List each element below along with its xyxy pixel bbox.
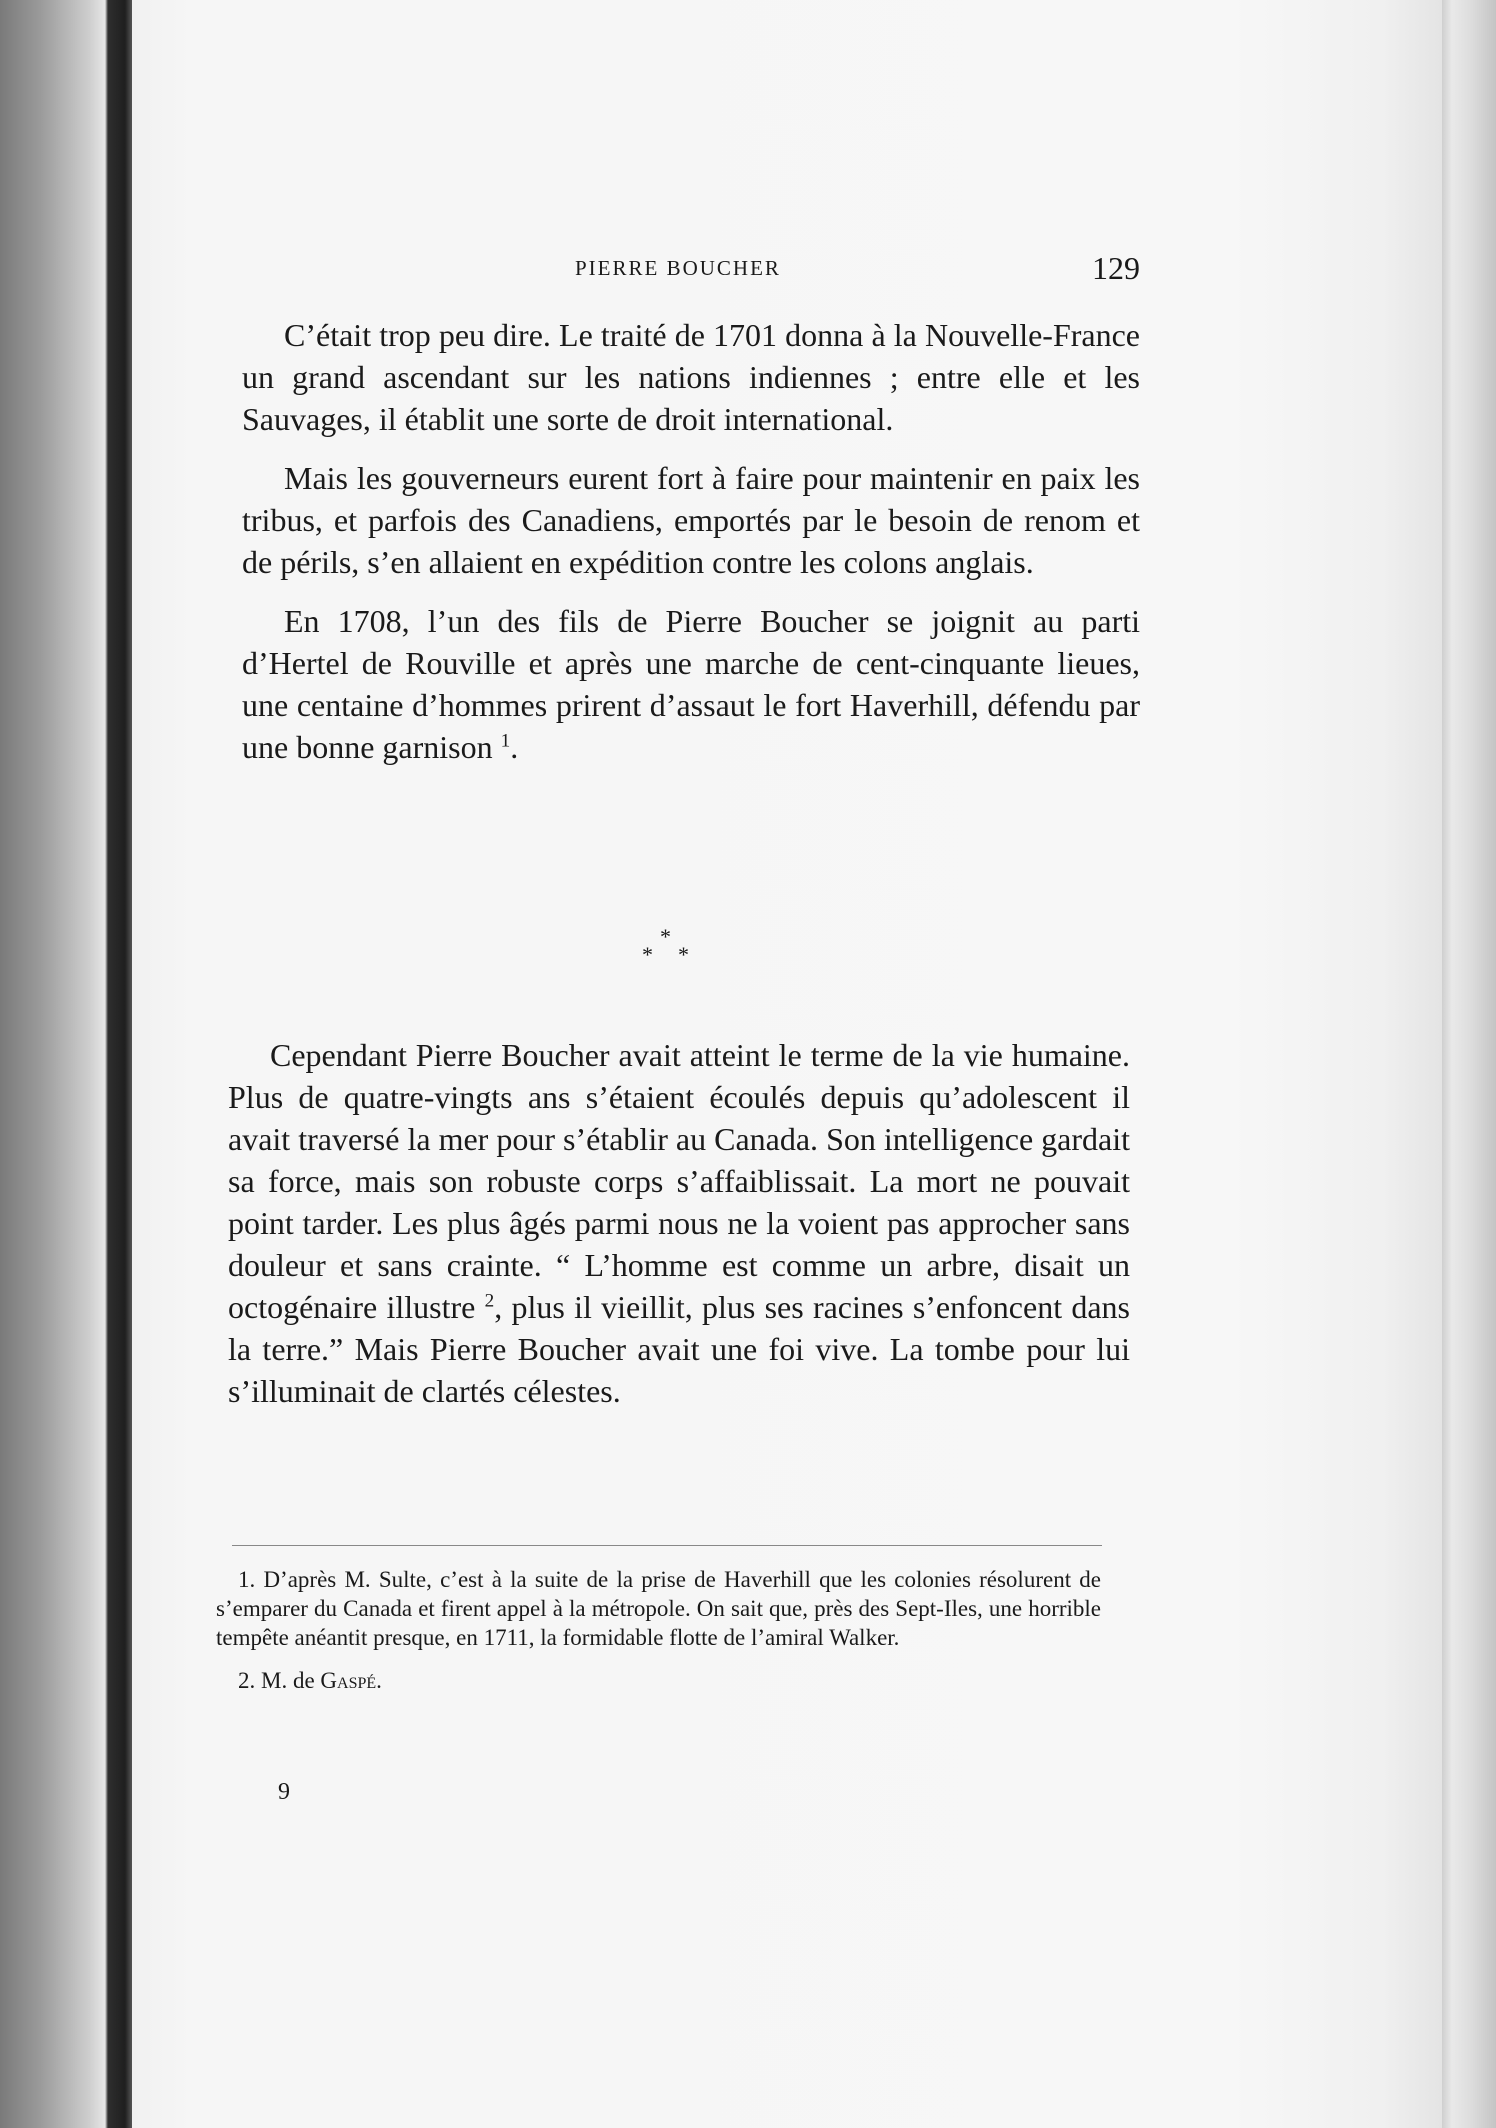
- paragraph-3: [242, 600, 1140, 768]
- asterism-star-right: *: [678, 942, 689, 967]
- book-gutter: [0, 0, 132, 2128]
- section-separator-asterism: [632, 924, 712, 984]
- paragraph-4-part1: Cependant Pierre Boucher avait atteint le terme de la vie humaine. Plus de quatre-vingts ans s’étaient écoulés depuis qu’adolescent il avait traversé la mer pour s’établir au Canada. Son intelligence gardait sa force, mais son robuste corps s’affaiblissait. La mort ne pouvait point tarder. Les plus âgés parmi nous ne la voient pas approcher sans douleur et sans crainte. “ L’homme est comme un arbre, disait un octogénaire illustre: [228, 1037, 1130, 1325]
- paragraph-4: [228, 1034, 1130, 1412]
- footnote-rule: [232, 1545, 1102, 1546]
- page-edge: [1442, 0, 1496, 2128]
- paragraph-4-part2: , plus il vieillit, plus ses racines s’enfoncent dans la terre.” Mais Pierre Boucher avait une foi vive. La tombe pour lui s’illuminait de clartés célestes.: [228, 1289, 1131, 1409]
- running-title: PIERRE BOUCHER: [575, 256, 781, 280]
- running-head: [250, 250, 1140, 300]
- footnote-1: 1. D’après M. Sulte, c’est à la suite de la prise de Haverhill que les colonies résolurent de s’emparer du Canada et firent appel à la métropole. On sait que, près des Sept-Iles, une horrible tempête anéantit presque, en 1711, la formidable flotte de l’amiral Walker.: [216, 1567, 1101, 1650]
- footnote-ref-2: 2: [484, 1290, 495, 1312]
- footnote-2: [216, 1666, 1101, 1695]
- paragraph-1-text: C’était trop peu dire. Le traité de 1701 donna à la Nouvelle-France un grand ascendant sur les nations indiennes ; entre elle et les Sauvages, il établit une sorte de droit international.: [242, 317, 1140, 437]
- paragraph-2-text: Mais les gouverneurs eurent fort à faire pour maintenir en paix les tribus, et parfois des Canadiens, emportés par le besoin de renom et de périls, s’en allaient en expédition contre les colons anglais.: [242, 460, 1140, 580]
- paragraph-3-text: En 1708, l’un des fils de Pierre Boucher se joignit au parti d’Hertel de Rouville et après une marche de cent-cinquante lieues, une centaine d’hommes prirent d’assaut le fort Haverhill, défendu par une bonne garnison: [242, 603, 1140, 765]
- footnote-2-prefix: 2. M. de: [238, 1668, 321, 1693]
- main-text-section-1: [242, 314, 1140, 785]
- footnote-ref-1: 1: [500, 730, 511, 752]
- signature-mark: 9: [278, 1779, 290, 1805]
- page-number: 129: [1092, 250, 1140, 286]
- footnote-2-name: Gaspé.: [320, 1668, 382, 1693]
- paragraph-2: [242, 457, 1140, 583]
- paragraph-3-end: .: [510, 729, 519, 765]
- paragraph-1: [242, 314, 1140, 440]
- main-text-section-2: [228, 1034, 1130, 1412]
- footnotes: [216, 1565, 1101, 1709]
- asterism-star-left: *: [642, 942, 653, 967]
- asterism-star-top: *: [660, 924, 671, 949]
